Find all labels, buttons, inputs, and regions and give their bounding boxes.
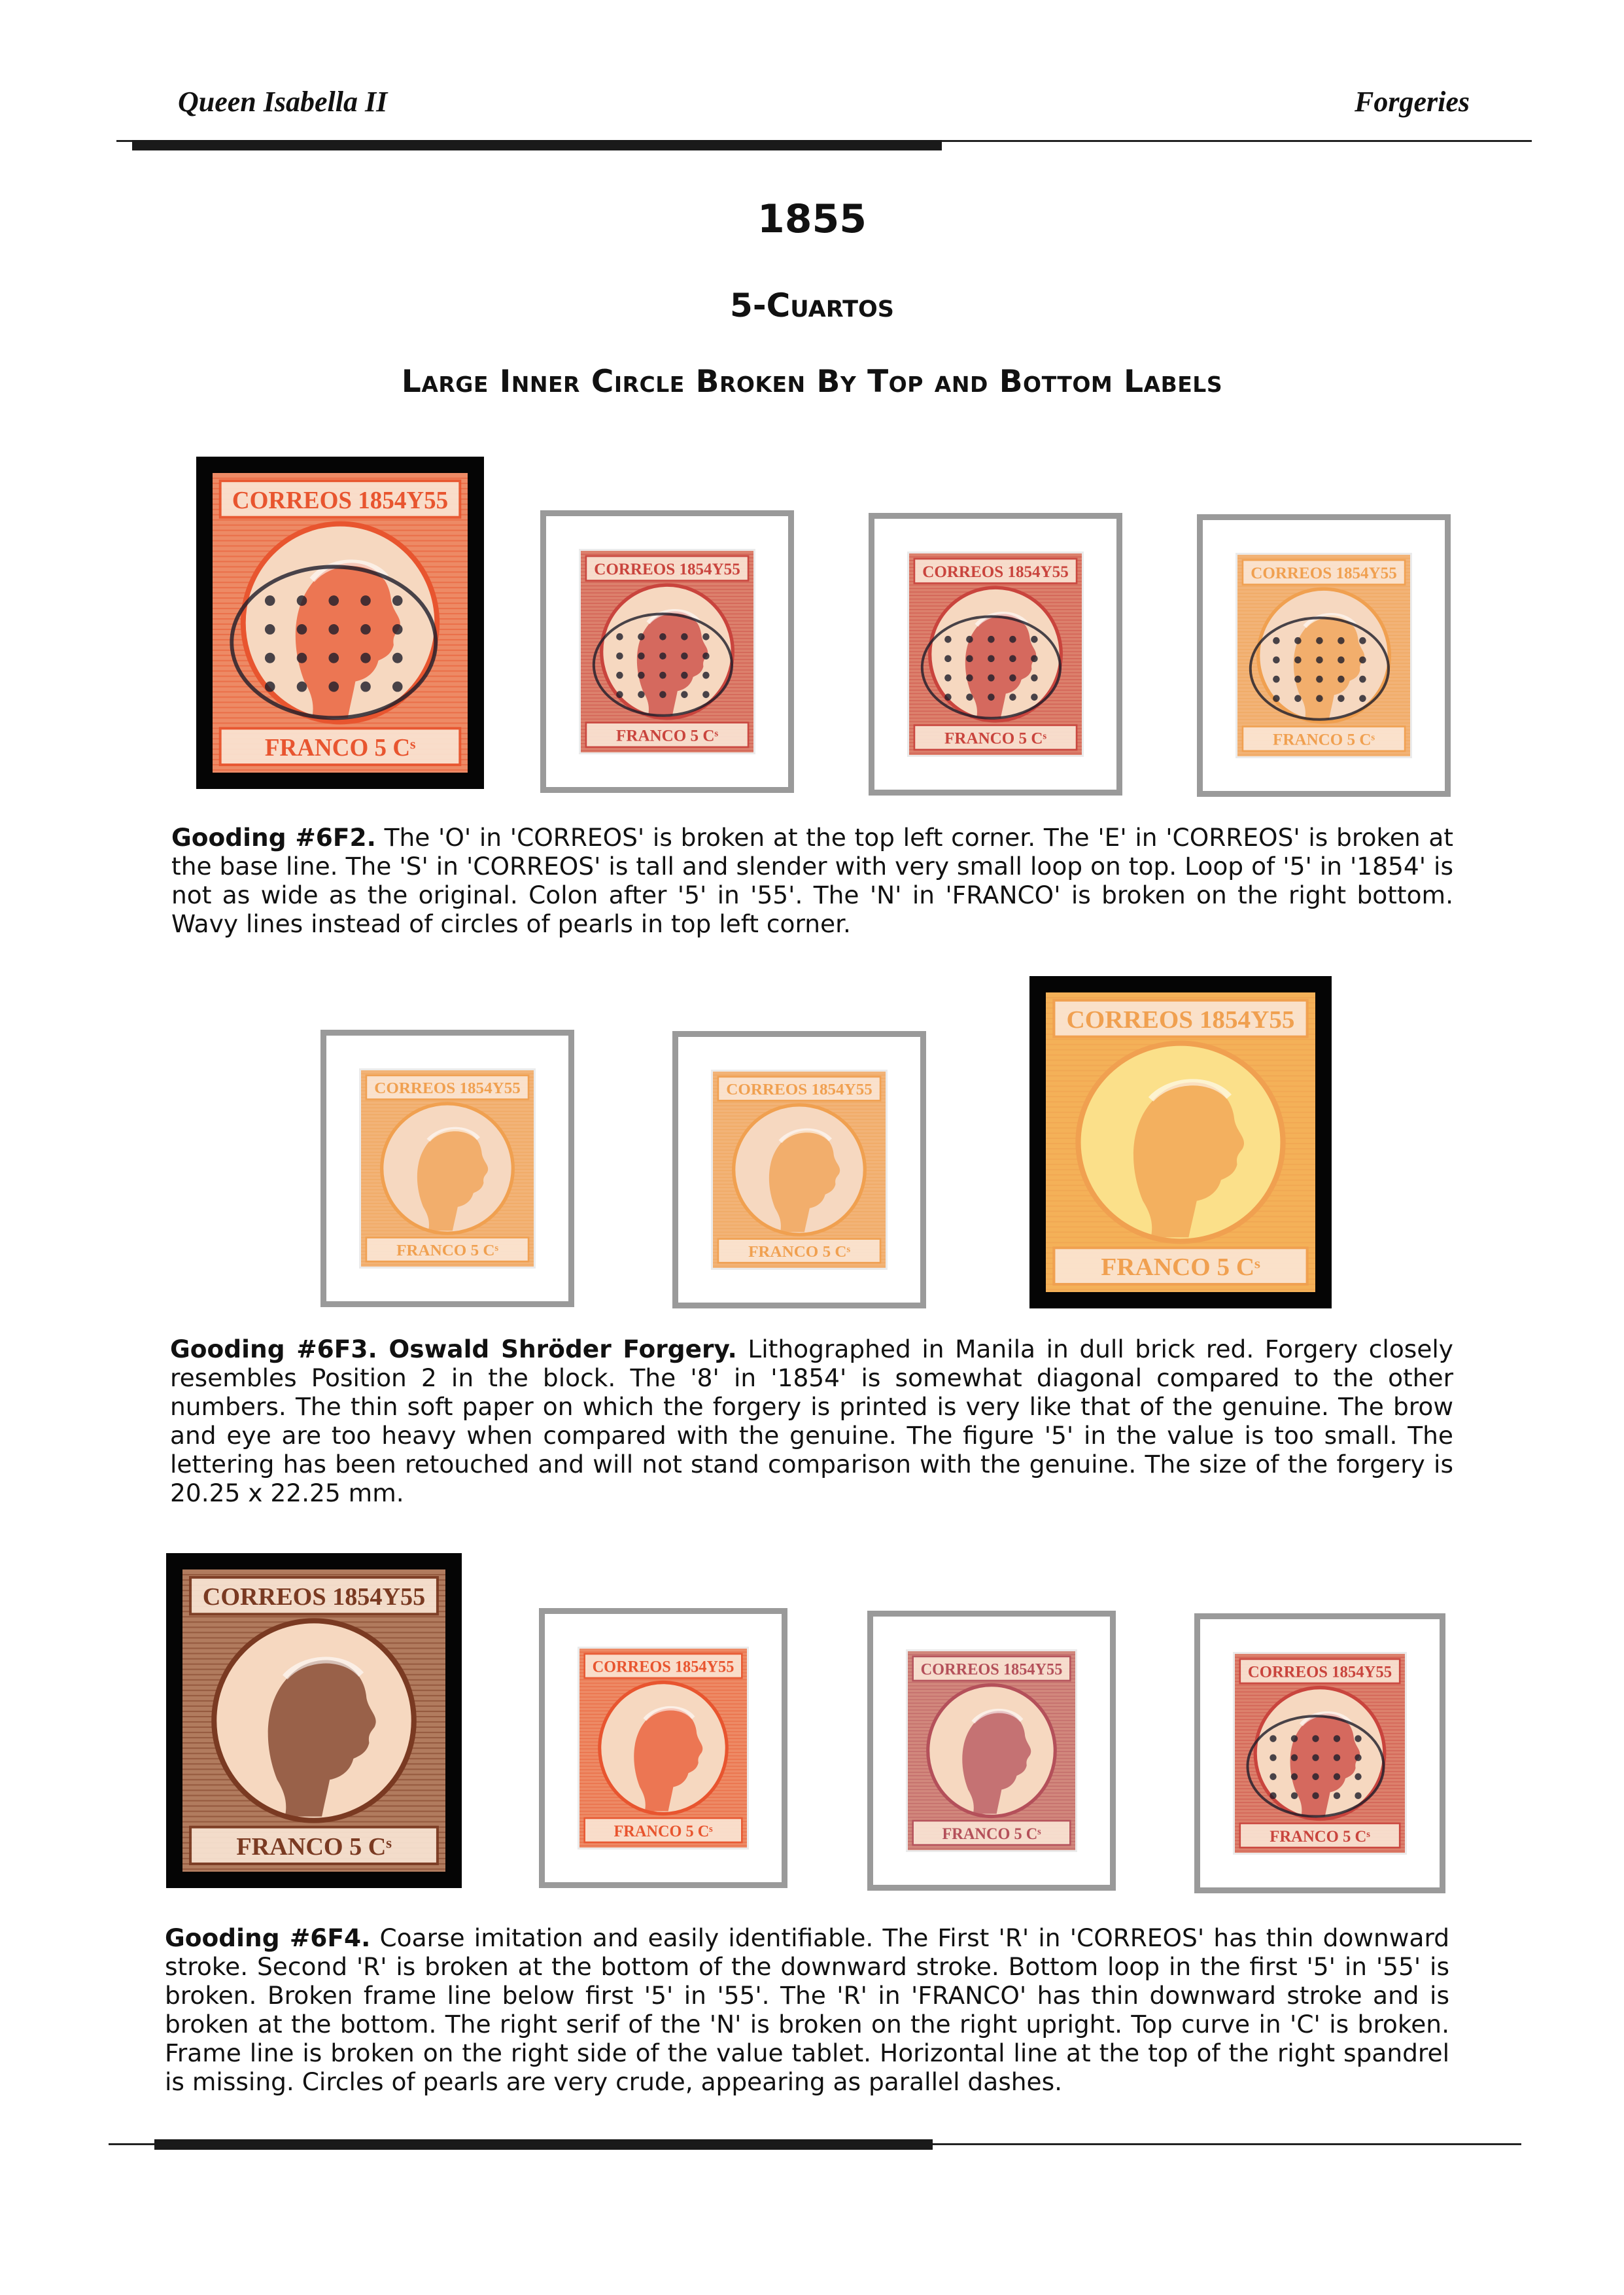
description-6f2 bbox=[171, 823, 1453, 938]
stamp-top-label: CORREOS 1854Y55 bbox=[1247, 1663, 1392, 1681]
stamp-image bbox=[907, 552, 1084, 757]
stamp-bottom-label: FRANCO 5 Cˢ bbox=[1273, 730, 1375, 749]
stamp-image bbox=[579, 549, 755, 754]
description-title: Gooding #6F3. Oswald Shröder Forgery. bbox=[170, 1335, 737, 1363]
header-rule-bar bbox=[132, 140, 942, 150]
footer-rule-bar bbox=[154, 2139, 933, 2150]
stamp-top-label: CORREOS 1854Y55 bbox=[1066, 1006, 1295, 1034]
description-6f4 bbox=[165, 1923, 1449, 2096]
stamp-top-label: CORREOS 1854Y55 bbox=[202, 1583, 426, 1611]
stamp-top-label: CORREOS 1854Y55 bbox=[374, 1079, 521, 1098]
stamp-bottom-label: FRANCO 5 Cˢ bbox=[1270, 1827, 1370, 1846]
stamp-frame-genuine-3 bbox=[166, 1553, 462, 1888]
stamp-image bbox=[711, 1070, 888, 1270]
stamp-bottom-label: FRANCO 5 Cˢ bbox=[264, 734, 416, 762]
stamp-image bbox=[578, 1647, 749, 1849]
stamp-top-label: CORREOS 1854Y55 bbox=[592, 1658, 734, 1676]
stamp-bottom-label: FRANCO 5 Cˢ bbox=[944, 729, 1046, 748]
page-title-year: 1855 bbox=[757, 196, 867, 242]
stamp-image bbox=[906, 1649, 1077, 1852]
stamp-frame-genuine-2 bbox=[1029, 976, 1332, 1308]
stamp-bottom-label: FRANCO 5 Cˢ bbox=[616, 726, 718, 745]
stamp-image bbox=[181, 1568, 447, 1874]
stamp-image bbox=[211, 471, 470, 775]
description-title: Gooding #6F4. bbox=[165, 1923, 371, 1952]
stamp-top-label: CORREOS 1854Y55 bbox=[1251, 563, 1397, 583]
stamp-top-label: CORREOS 1854Y55 bbox=[726, 1081, 872, 1099]
stamp-bottom-label: FRANCO 5 Cˢ bbox=[236, 1832, 392, 1861]
header-collection-title: Queen Isabella II bbox=[178, 86, 388, 118]
stamp-frame-forgery-6f4-1 bbox=[539, 1608, 787, 1888]
stamp-frame-forgery-6f4-3 bbox=[1194, 1613, 1445, 1893]
stamp-bottom-label: FRANCO 5 Cˢ bbox=[396, 1242, 498, 1260]
stamp-bottom-label: FRANCO 5 Cˢ bbox=[748, 1243, 850, 1261]
stamp-top-label: CORREOS 1854Y55 bbox=[920, 1660, 1063, 1679]
description-text: The 'O' in 'CORREOS' is broken at the top left corner. The 'E' in 'CORREOS' is broken at the base line. The 'S' in 'CORREOS' is tall and slender with very small loop on top. Loop of '5' in '1854' is not as wide as the original. Colon after '5' in '55'. The 'N' in 'FRANCO' is broken on the right bottom. Wavy lines instead of circles of pearls in top left corner. bbox=[171, 823, 1453, 938]
stamp-image bbox=[1233, 1652, 1407, 1855]
stamp-frame-forgery-6f4-2 bbox=[867, 1611, 1116, 1891]
stamp-image bbox=[1235, 553, 1412, 758]
stamp-top-label: CORREOS 1854Y55 bbox=[594, 559, 740, 579]
stamp-bottom-label: FRANCO 5 Cˢ bbox=[942, 1825, 1041, 1843]
stamp-frame-genuine-1 bbox=[196, 457, 484, 789]
stamp-frame-forgery-6f2-2 bbox=[869, 513, 1122, 796]
stamp-image bbox=[1044, 990, 1317, 1294]
stamp-bottom-label: FRANCO 5 Cˢ bbox=[613, 1822, 713, 1840]
page-title-value: 5-Cuartos bbox=[730, 287, 894, 324]
header-section-title: Forgeries bbox=[1355, 86, 1470, 118]
stamp-frame-forgery-6f2-1 bbox=[540, 510, 794, 793]
stamp-frame-forgery-6f3-2 bbox=[672, 1031, 926, 1308]
stamp-image bbox=[359, 1068, 536, 1269]
page-subtitle: Large Inner Circle Broken By Top and Bottom Labels bbox=[401, 364, 1223, 400]
stamp-frame-forgery-6f3-1 bbox=[320, 1030, 574, 1307]
stamp-frame-forgery-6f2-3 bbox=[1197, 514, 1451, 797]
stamp-top-label: CORREOS 1854Y55 bbox=[922, 562, 1069, 582]
description-title: Gooding #6F2. bbox=[171, 823, 376, 852]
stamp-top-label: CORREOS 1854Y55 bbox=[232, 487, 449, 514]
description-6f3 bbox=[170, 1335, 1453, 1507]
description-text: Coarse imitation and easily identifiable. The First 'R' in 'CORREOS' has thin downward stroke. Second 'R' is broken at the bottom of the downward stroke. Bottom loop in the first '5' in '55' is broken. Broken frame line below first '5' in '55'. The 'R' in 'FRANCO' has thin downward stroke and is broken at the bottom. The right serif of the 'N' is broken on the right upright. Top curve in 'C' is broken. Frame line is broken on the right side of the value tablet. Horizontal line at the top of the right spandrel is missing. Circles of pearls are very crude, appearing as parallel dashes. bbox=[165, 1923, 1449, 2096]
description-text: Lithographed in Manila in dull brick red. Forgery closely resembles Position 2 in the block. The '8' in '1854' is somewhat diagonal compared to the other numbers. The thin soft paper on which the forgery is printed is very like that of the genuine. The brow and eye are too heavy when compared with the genuine. The figure '5' in the value is too small. The lettering has been retouched and will not stand comparison with the genuine. The size of the forgery is 20.25 x 22.25 mm. bbox=[170, 1335, 1453, 1507]
stamp-bottom-label: FRANCO 5 Cˢ bbox=[1101, 1253, 1260, 1281]
